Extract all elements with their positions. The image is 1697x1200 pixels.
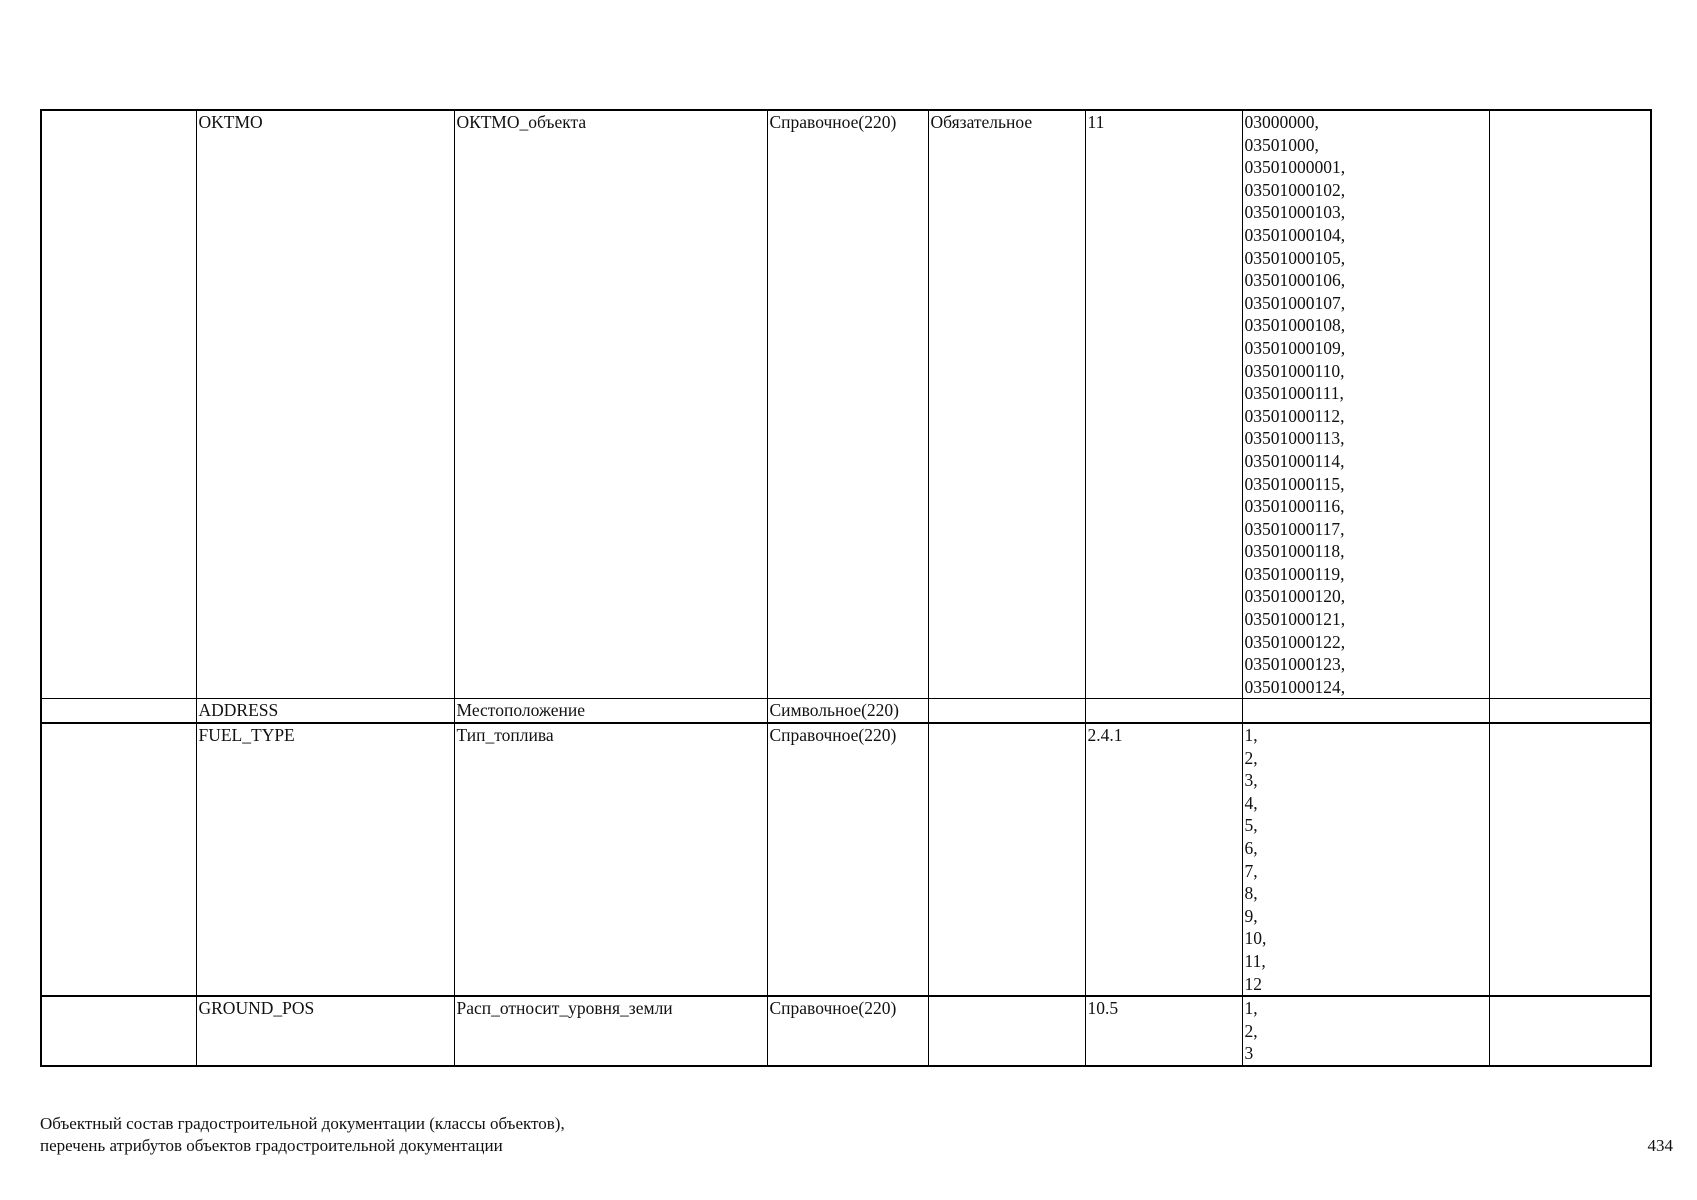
allowed-value: 03000000,	[1244, 112, 1319, 132]
allowed-value: 03501000119,	[1244, 563, 1345, 584]
requirement-cell	[928, 723, 1085, 996]
attribute-code-cell: OKTMO	[196, 110, 454, 699]
footer-line-1: Объектный состав градостроительной документации (классы объектов),	[40, 1114, 565, 1133]
attribute-name-cell: Расп_относит_уровня_земли	[454, 996, 767, 1066]
allowed-value: 1,	[1244, 725, 1258, 746]
allowed-value: 03501000121,	[1244, 609, 1346, 630]
allowed-value: 3,	[1244, 770, 1258, 791]
allowed-value: 03501000105,	[1244, 247, 1346, 268]
allowed-values-cell	[1242, 723, 1489, 996]
allowed-value: 11,	[1244, 950, 1266, 971]
allowed-value: 03501000117,	[1244, 518, 1345, 539]
notes-cell	[1489, 723, 1651, 996]
allowed-value: 03501000111,	[1244, 383, 1344, 404]
allowed-value: 03501000107,	[1244, 292, 1346, 313]
notes-cell	[1489, 699, 1651, 723]
allowed-value: 9,	[1244, 905, 1258, 926]
reference-cell: 2.4.1	[1085, 723, 1242, 996]
table-row	[41, 110, 1651, 699]
attribute-type-cell: Символьное(220)	[767, 699, 928, 723]
attribute-name-cell: Тип_топлива	[454, 723, 767, 996]
attribute-name-cell: ОКТМО_объекта	[454, 110, 767, 699]
allowed-value: 03501000124,	[1244, 676, 1346, 697]
page-number: 434	[1647, 1136, 1673, 1155]
footer-line-2: перечень атрибутов объектов градостроительной документации	[40, 1136, 503, 1155]
row-col1-cell	[41, 996, 196, 1066]
notes-cell	[1489, 996, 1651, 1066]
allowed-value: 6,	[1244, 838, 1258, 858]
reference-cell	[1085, 699, 1242, 723]
notes-cell	[1489, 110, 1651, 699]
row-col1-cell	[41, 110, 196, 699]
table-body	[41, 110, 1651, 1066]
allowed-value: 2,	[1244, 1020, 1258, 1041]
allowed-value: 03501000116,	[1244, 496, 1345, 517]
requirement-cell: Обязательное	[928, 110, 1085, 699]
allowed-value: 03501000118,	[1244, 541, 1345, 562]
table-row	[41, 996, 1651, 1066]
allowed-value: 2,	[1244, 747, 1258, 768]
table-row	[41, 723, 1651, 996]
allowed-value: 12	[1244, 973, 1262, 994]
attribute-name-cell: Местоположение	[454, 699, 767, 723]
allowed-value: 3	[1244, 1043, 1254, 1064]
attribute-type-cell: Справочное(220)	[767, 996, 928, 1066]
allowed-value: 03501000114,	[1244, 450, 1345, 471]
allowed-values-cell	[1242, 110, 1489, 699]
allowed-value: 03501000102,	[1244, 179, 1346, 200]
allowed-value: 03501000123,	[1244, 654, 1346, 675]
allowed-value: 03501000112,	[1244, 405, 1345, 426]
allowed-value: 03501000104,	[1244, 224, 1346, 245]
allowed-value: 03501000115,	[1244, 473, 1345, 494]
allowed-value: 03501000110,	[1244, 360, 1345, 381]
allowed-value: 4,	[1244, 792, 1258, 813]
allowed-value: 7,	[1244, 860, 1258, 881]
allowed-value: 5,	[1244, 815, 1258, 836]
row-col1-cell	[41, 699, 196, 723]
row-col1-cell	[41, 723, 196, 996]
allowed-value: 03501000113,	[1244, 428, 1345, 449]
allowed-value: 03501000103,	[1244, 202, 1346, 223]
attribute-code-cell: GROUND_POS	[196, 996, 454, 1066]
allowed-value: 03501000,	[1244, 134, 1319, 155]
allowed-value: 03501000001,	[1244, 157, 1346, 178]
allowed-value: 03501000120,	[1244, 586, 1346, 607]
allowed-value: 03501000108,	[1244, 315, 1346, 336]
allowed-value: 03501000122,	[1244, 631, 1346, 652]
allowed-value: 03501000109,	[1244, 337, 1346, 358]
allowed-value: 1,	[1244, 998, 1258, 1019]
reference-cell: 10.5	[1085, 996, 1242, 1066]
allowed-values-cell	[1242, 699, 1489, 723]
attribute-code-cell: FUEL_TYPE	[196, 723, 454, 996]
allowed-value: 10,	[1244, 928, 1267, 949]
reference-cell: 11	[1085, 110, 1242, 699]
attribute-type-cell: Справочное(220)	[767, 110, 928, 699]
requirement-cell	[928, 699, 1085, 723]
attribute-type-cell: Справочное(220)	[767, 723, 928, 996]
attributes-table	[40, 109, 1652, 1067]
allowed-values-cell	[1242, 996, 1489, 1066]
requirement-cell	[928, 996, 1085, 1066]
footer	[40, 1113, 565, 1157]
allowed-value: 03501000106,	[1244, 270, 1346, 291]
attribute-code-cell: ADDRESS	[196, 699, 454, 723]
table-row	[41, 699, 1651, 723]
allowed-value: 8,	[1244, 883, 1258, 904]
